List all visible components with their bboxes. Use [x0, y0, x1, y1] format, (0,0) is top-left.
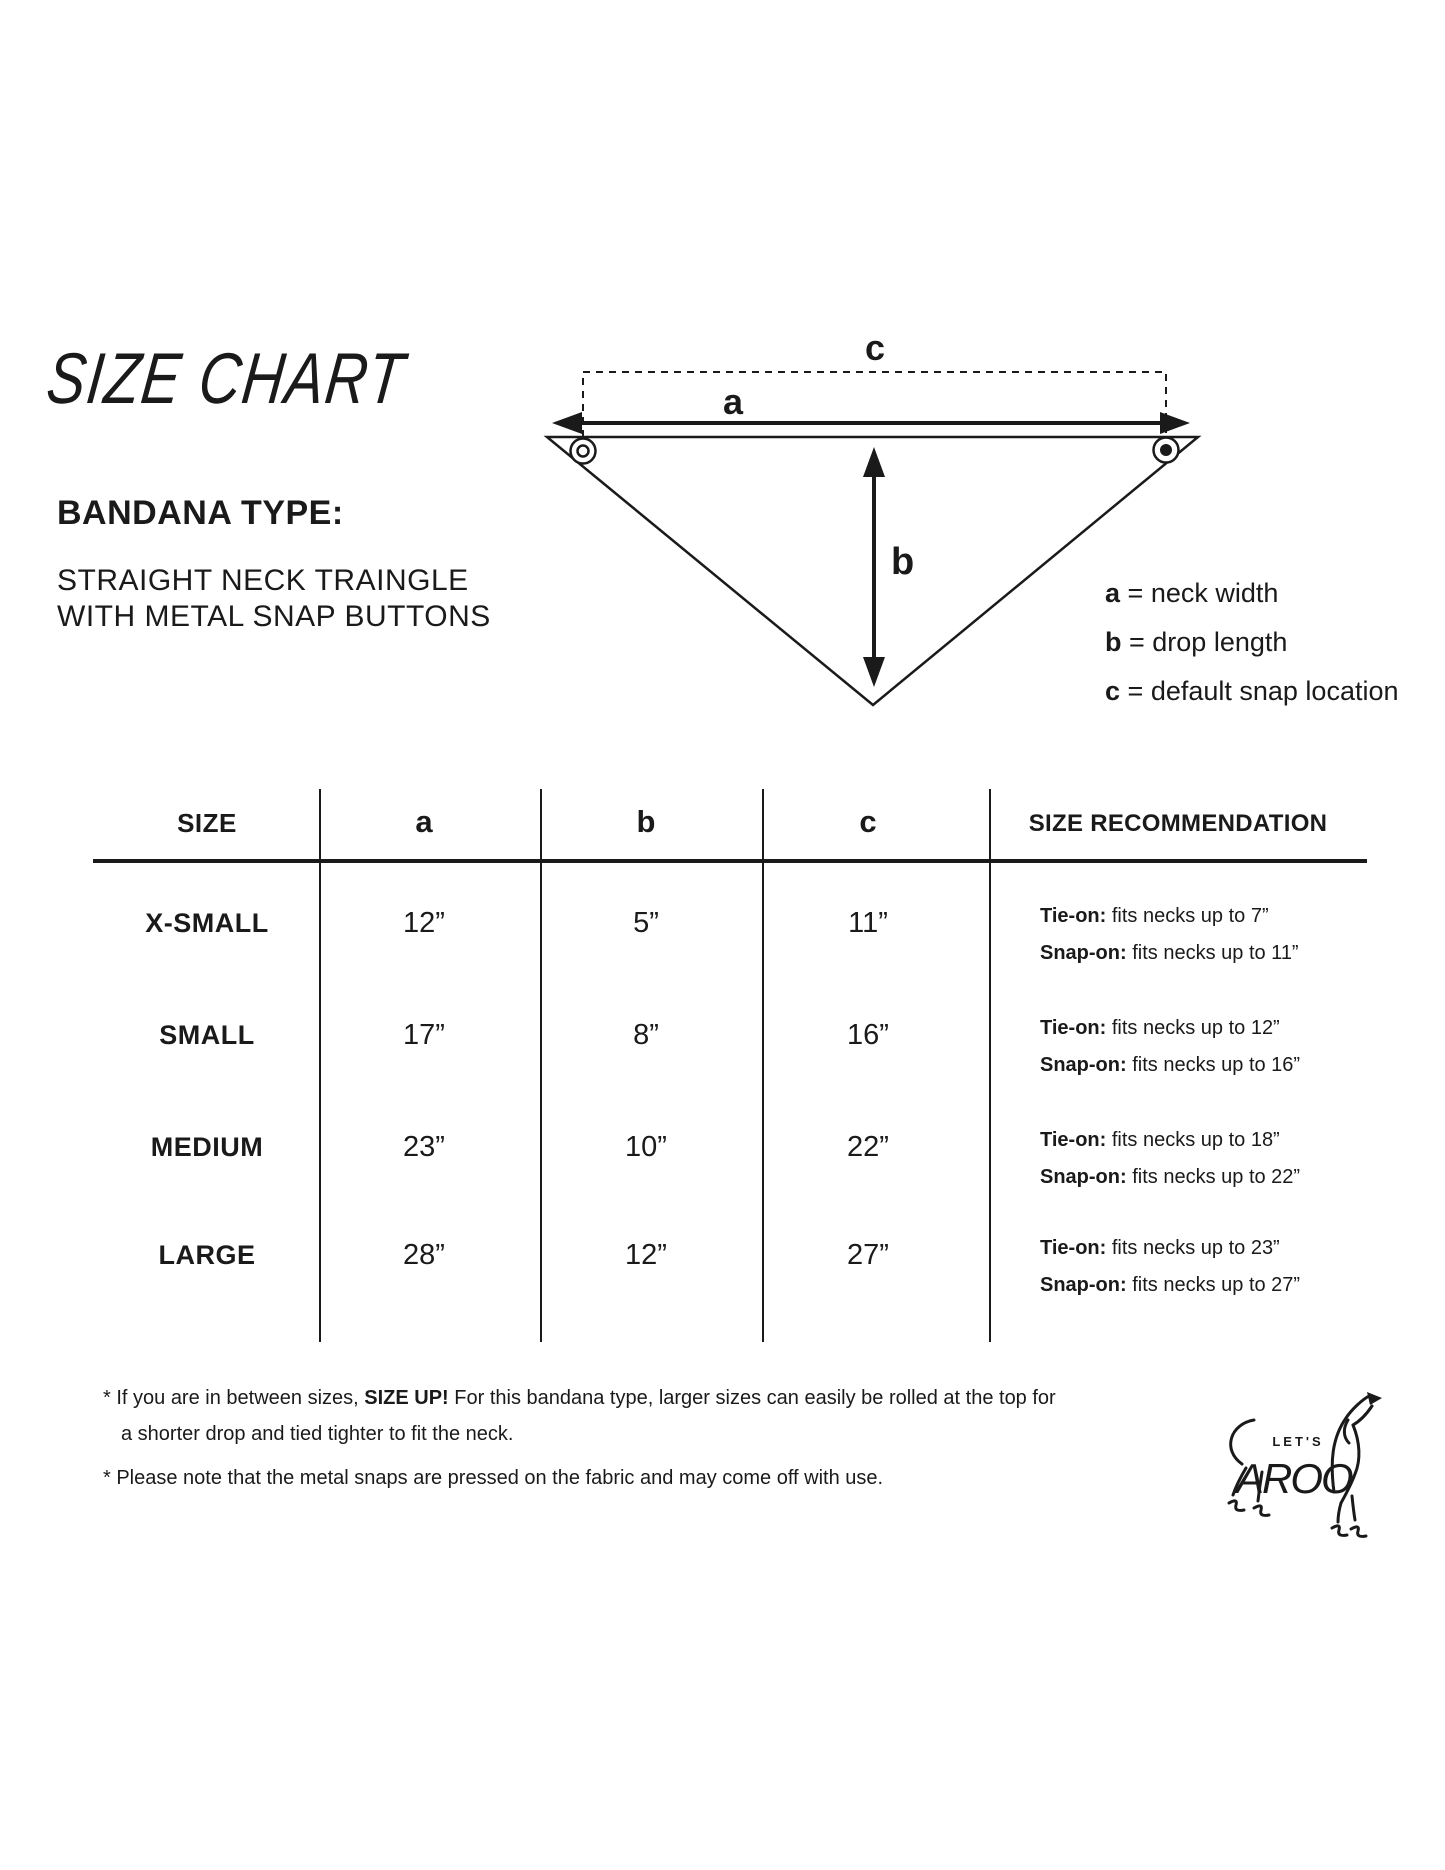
table-column-divider [540, 789, 542, 1342]
snap-on-text: fits necks up to 16” [1132, 1054, 1301, 1076]
snap-location-dashed-line [583, 372, 1166, 437]
arrowhead-left-icon [552, 412, 582, 434]
legend-desc: = drop length [1129, 627, 1288, 657]
footnote-size-up-line1 [103, 1387, 1056, 1410]
table-column-divider [989, 789, 991, 1342]
table-row-size-label: MEDIUM [150, 1132, 264, 1162]
arrowhead-right-icon [1160, 412, 1190, 434]
tie-on-line [1040, 1122, 1380, 1159]
tie-on-label: Tie-on: [1040, 1129, 1107, 1151]
snap-on-line [1040, 1267, 1380, 1304]
legend-item-a [1105, 578, 1399, 627]
snap-on-label: Snap-on: [1040, 942, 1127, 964]
bandana-type-label: BANDANA TYPE: [57, 494, 344, 532]
tie-on-label: Tie-on: [1040, 1017, 1107, 1039]
table-cell-b: 12” [625, 1239, 667, 1271]
diagram-legend [1105, 578, 1399, 725]
tie-on-text: fits necks up to 23” [1111, 1237, 1280, 1259]
footnote-text: * If you are in between sizes, [103, 1387, 365, 1409]
table-cell-c: 11” [848, 907, 888, 939]
legend-item-b [1105, 627, 1399, 676]
tie-on-label: Tie-on: [1040, 1237, 1107, 1259]
table-row-size-label: SMALL [159, 1020, 255, 1050]
snap-on-line [1040, 1159, 1380, 1196]
table-cell-a: 23” [403, 1131, 445, 1163]
tie-on-label: Tie-on: [1040, 905, 1107, 927]
tie-on-text: fits necks up to 7” [1111, 905, 1269, 927]
snap-on-text: fits necks up to 11” [1132, 942, 1299, 964]
legend-item-c [1105, 676, 1399, 725]
table-column-divider [762, 789, 764, 1342]
column-header-b: b [636, 804, 656, 839]
page-title: SIZE CHART [42, 339, 410, 419]
diagram-label-c: c [864, 327, 886, 368]
legend-term: a [1105, 578, 1121, 608]
table-cell-b: 5” [633, 907, 659, 939]
table-cell-a: 12” [403, 907, 445, 939]
table-cell-recommendation [1040, 1010, 1380, 1084]
snap-on-text: fits necks up to 22” [1132, 1166, 1301, 1188]
footnote-text: For this bandana type, larger sizes can easily be rolled at the top for [448, 1387, 1056, 1409]
snap-on-line [1040, 1047, 1380, 1084]
table-row-size-label: X-SMALL [145, 908, 269, 938]
table-header-rule [93, 859, 1367, 863]
column-header-recommendation: SIZE RECOMMENDATION [1028, 810, 1328, 837]
snap-on-line [1040, 935, 1380, 972]
table-cell-recommendation [1040, 898, 1380, 972]
table-cell-a: 28” [403, 1239, 445, 1271]
footnote-metal-snaps: * Please note that the metal snaps are pressed on the fabric and may come off with use. [103, 1467, 884, 1489]
snap-on-label: Snap-on: [1040, 1054, 1127, 1076]
tie-on-line [1040, 1010, 1380, 1047]
diagram-label-b: b [891, 541, 915, 583]
footnote-bold-text: SIZE UP! [364, 1387, 449, 1409]
table-cell-c: 22” [847, 1131, 889, 1163]
table-cell-recommendation [1040, 1122, 1380, 1196]
lets-aroo-logo [1212, 1388, 1397, 1538]
column-header-c: c [859, 804, 877, 839]
table-cell-c: 16” [847, 1019, 889, 1051]
snap-on-text: fits necks up to 27” [1132, 1274, 1301, 1296]
column-header-size: SIZE [177, 808, 237, 838]
table-row-size-label: LARGE [158, 1240, 256, 1270]
bandana-type-line1: STRAIGHT NECK TRAINGLE [57, 564, 469, 597]
tie-on-line [1040, 898, 1380, 935]
legend-term: b [1105, 627, 1122, 657]
table-cell-b: 8” [633, 1019, 659, 1051]
footnote-size-up-line2: a shorter drop and tied tighter to fit the neck. [121, 1423, 514, 1445]
bandana-type-line2: WITH METAL SNAP BUTTONS [57, 600, 491, 633]
snap-on-label: Snap-on: [1040, 1166, 1127, 1188]
table-cell-a: 17” [403, 1019, 445, 1051]
tie-on-line [1040, 1230, 1380, 1267]
tie-on-text: fits necks up to 18” [1111, 1129, 1280, 1151]
dog-nose-icon [1367, 1392, 1382, 1405]
legend-desc: = default snap location [1127, 676, 1399, 706]
column-header-a: a [415, 804, 433, 839]
snap-on-label: Snap-on: [1040, 1274, 1127, 1296]
table-cell-b: 10” [625, 1131, 667, 1163]
snap-button-right-icon [1154, 438, 1179, 463]
logo-small-text: LET'S [1272, 1434, 1324, 1449]
tie-on-text: fits necks up to 12” [1111, 1017, 1280, 1039]
legend-desc: = neck width [1127, 578, 1279, 608]
logo-big-text: AROO [1236, 1455, 1352, 1502]
table-cell-recommendation [1040, 1230, 1380, 1304]
legend-term: c [1105, 676, 1121, 706]
snap-button-left-icon [571, 439, 596, 464]
table-cell-c: 27” [847, 1239, 889, 1271]
diagram-label-a: a [722, 381, 744, 422]
